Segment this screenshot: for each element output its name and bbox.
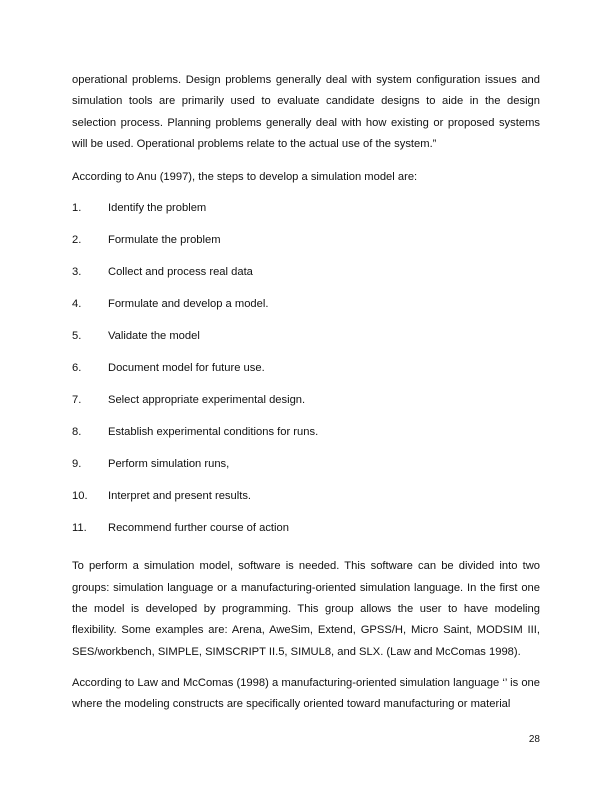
list-item: [72, 326, 540, 358]
list-item-number: 11.: [72, 522, 87, 535]
list-item-text: Document model for future use.: [108, 362, 265, 375]
list-item-number: 8.: [72, 426, 82, 439]
list-item-text: Select appropriate experimental design.: [108, 394, 306, 407]
list-item-number: 4.: [72, 298, 82, 311]
list-item: [72, 454, 540, 486]
paragraph-lead: operational problems. Design problems generally deal with system configuration issues and simulation tools are primarily used to evaluate candidate designs to aide in the design selection process. Planning problems generally deal with how existing or proposed systems will be used. Operational problems relate to the actual use of the system.”: [72, 74, 540, 150]
list-item-text: Identify the problem: [108, 202, 207, 215]
list-item-text: Establish experimental conditions for runs.: [108, 426, 319, 439]
list-item: [72, 358, 540, 390]
list-item-number: 3.: [72, 266, 82, 279]
page-number: 28: [528, 734, 540, 745]
list-item-number: 2.: [72, 234, 82, 247]
list-item: [72, 518, 540, 550]
list-item-text: Validate the model: [108, 330, 200, 343]
list-item-number: 7.: [72, 394, 82, 407]
page-body: [72, 70, 540, 716]
list-item-text: Recommend further course of action: [108, 522, 289, 535]
list-item: [72, 486, 540, 518]
paragraph-software: To perform a simulation model, software is needed. This software can be divided into two groups: simulation language or a manufacturing-oriented simulation language. In the first one the model is developed by programming. This group allows the user to have modeling flexibility. Some examples are: Arena, AweSim, Extend, GPSS/H, Micro Saint, MODSIM III, SES/workbench, SIMPLE, SIMSCRIPT II.5, SIMUL8, and SLX. (Law and McComas 1998).: [72, 560, 540, 658]
paragraph-intro: According to Anu (1997), the steps to develop a simulation model are:: [72, 171, 418, 184]
list-item-number: 5.: [72, 330, 82, 343]
list-item-text: Perform simulation runs,: [108, 458, 230, 471]
list-item-text: Formulate and develop a model.: [108, 298, 269, 311]
list-item: [72, 422, 540, 454]
list-item-text: Formulate the problem: [108, 234, 221, 247]
list-item-text: Interpret and present results.: [108, 490, 252, 503]
paragraph-law-mccomas: According to Law and McComas (1998) a manufacturing-oriented simulation language ‘’ is one where the modeling constructs are specifically oriented toward manufacturing or material: [72, 676, 540, 711]
list-item-number: 10.: [72, 490, 88, 503]
list-item-number: 1.: [72, 202, 82, 215]
list-item-number: 9.: [72, 458, 82, 471]
list-item: [72, 262, 540, 294]
list-item: [72, 294, 540, 326]
list-item: [72, 390, 540, 422]
simulation-steps-list: [72, 198, 540, 550]
list-item-text: Collect and process real data: [108, 266, 253, 279]
list-item-number: 6.: [72, 362, 82, 375]
list-item: [72, 198, 540, 230]
list-item: [72, 230, 540, 262]
